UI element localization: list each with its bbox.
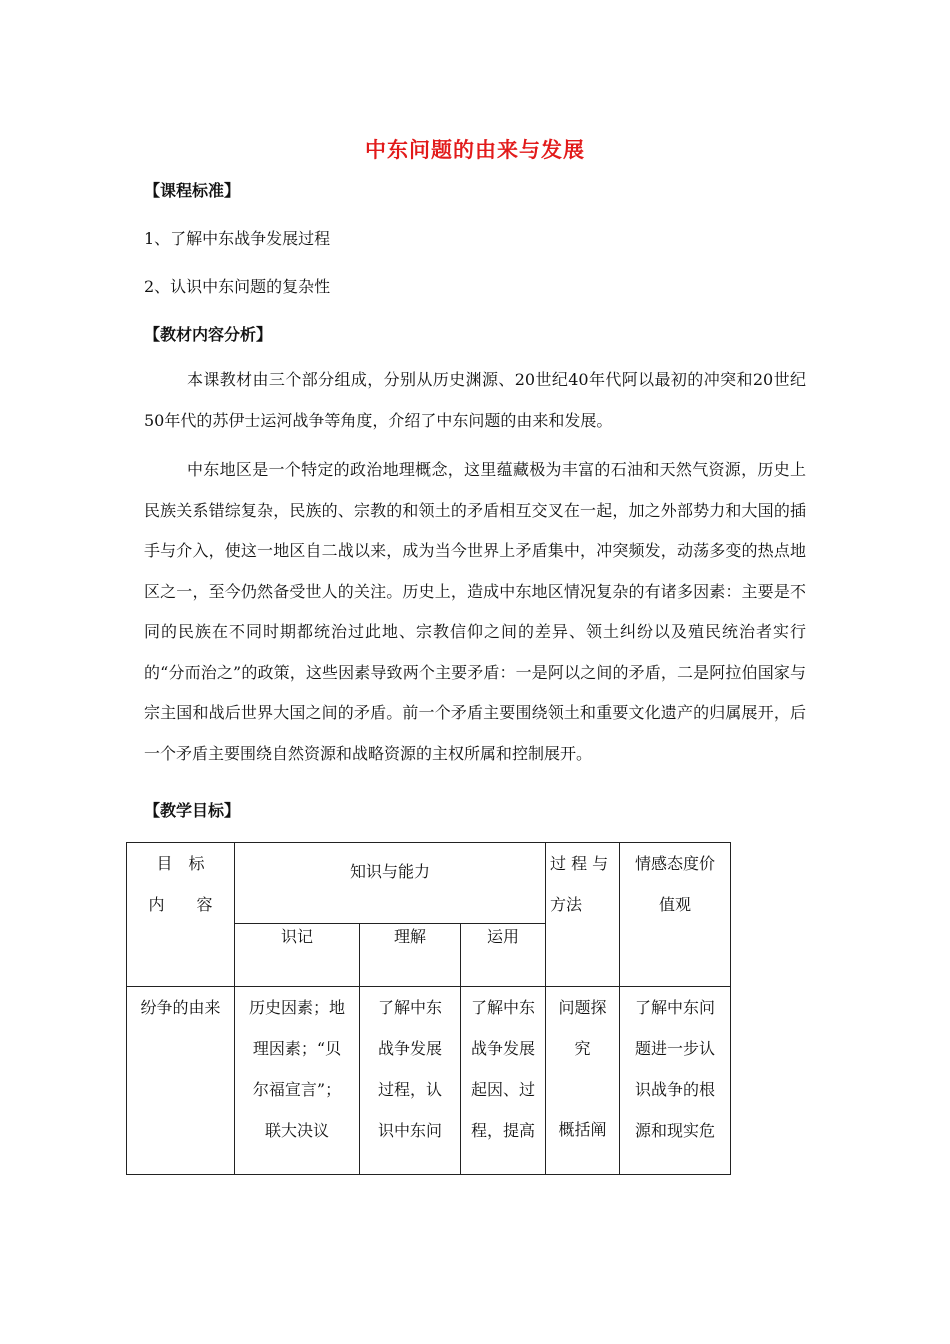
subheader-understand: 理解 xyxy=(360,924,461,987)
analysis-heading: 【教材内容分析】 xyxy=(144,325,273,344)
cell-emotion: 了解中东问 题进一步认 识战争的根 源和现实危 xyxy=(620,987,731,1175)
cell-apply: 了解中东 战争发展 起因、过 程，提高 xyxy=(461,987,546,1175)
process-header: 过 程 与 方法 xyxy=(546,843,620,987)
table-row xyxy=(127,987,731,1175)
cell-process: 问题探 究 概括阐 xyxy=(546,987,620,1175)
subheader-remember: 识记 xyxy=(235,924,360,987)
row-label: 纷争的由来 xyxy=(127,987,235,1175)
knowledge-header: 知识与能力 xyxy=(235,843,546,924)
table-corner-cell: 目 标 内 容 xyxy=(127,843,235,987)
cell-understand: 了解中东 战争发展 过程，认 识中东问 xyxy=(360,987,461,1175)
emotion-header: 情感态度价 值观 xyxy=(620,843,731,987)
analysis-paragraph-2: 中东地区是一个特定的政治地理概念，这里蕴藏极为丰富的石油和天然气资源，历史上民族关系错综复杂，民族的、宗教的和领土的矛盾相互交叉在一起，加之外部势力和大国的插手与介入，使这一地区自二战以来，成为当今世界上矛盾集中，冲突频发，动荡多变的热点地区之一，至今仍然备受世人的关注。历史上，造成中东地区情况复杂的有诸多因素：主要是不同的民族在不同时期都统治过此地、宗教信仰之间的差异、领土纠纷以及殖民统治者实行的“分而治之”的政策，这些因素导致两个主要矛盾：一是阿以之间的矛盾，二是阿拉伯国家与宗主国和战后世界大国之间的矛盾。前一个矛盾主要围绕领土和重要文化遗产的归属展开，后一个矛盾主要围绕自然资源和战略资源的主权所属和控制展开。 xyxy=(144,460,806,763)
standard-item-1: 1、了解中东战争发展过程 xyxy=(144,229,331,248)
subheader-apply: 运用 xyxy=(461,924,546,987)
analysis-paragraph-1: 本课教材由三个部分组成，分别从历史渊源、20世纪40年代阿以最初的冲突和20世纪50年代的苏伊士运河战争等角度，介绍了中东问题的由来和发展。 xyxy=(144,370,806,430)
standard-item-2: 2、认识中东问题的复杂性 xyxy=(144,277,331,296)
standards-heading: 【课程标准】 xyxy=(144,181,241,200)
cell-remember: 历史因素；地 理因素；“贝 尔福宣言”； 联大决议 xyxy=(235,987,360,1175)
page-title: 中东问题的由来与发展 xyxy=(365,138,585,162)
objectives-heading: 【教学目标】 xyxy=(144,801,241,820)
objectives-table xyxy=(126,842,731,1175)
